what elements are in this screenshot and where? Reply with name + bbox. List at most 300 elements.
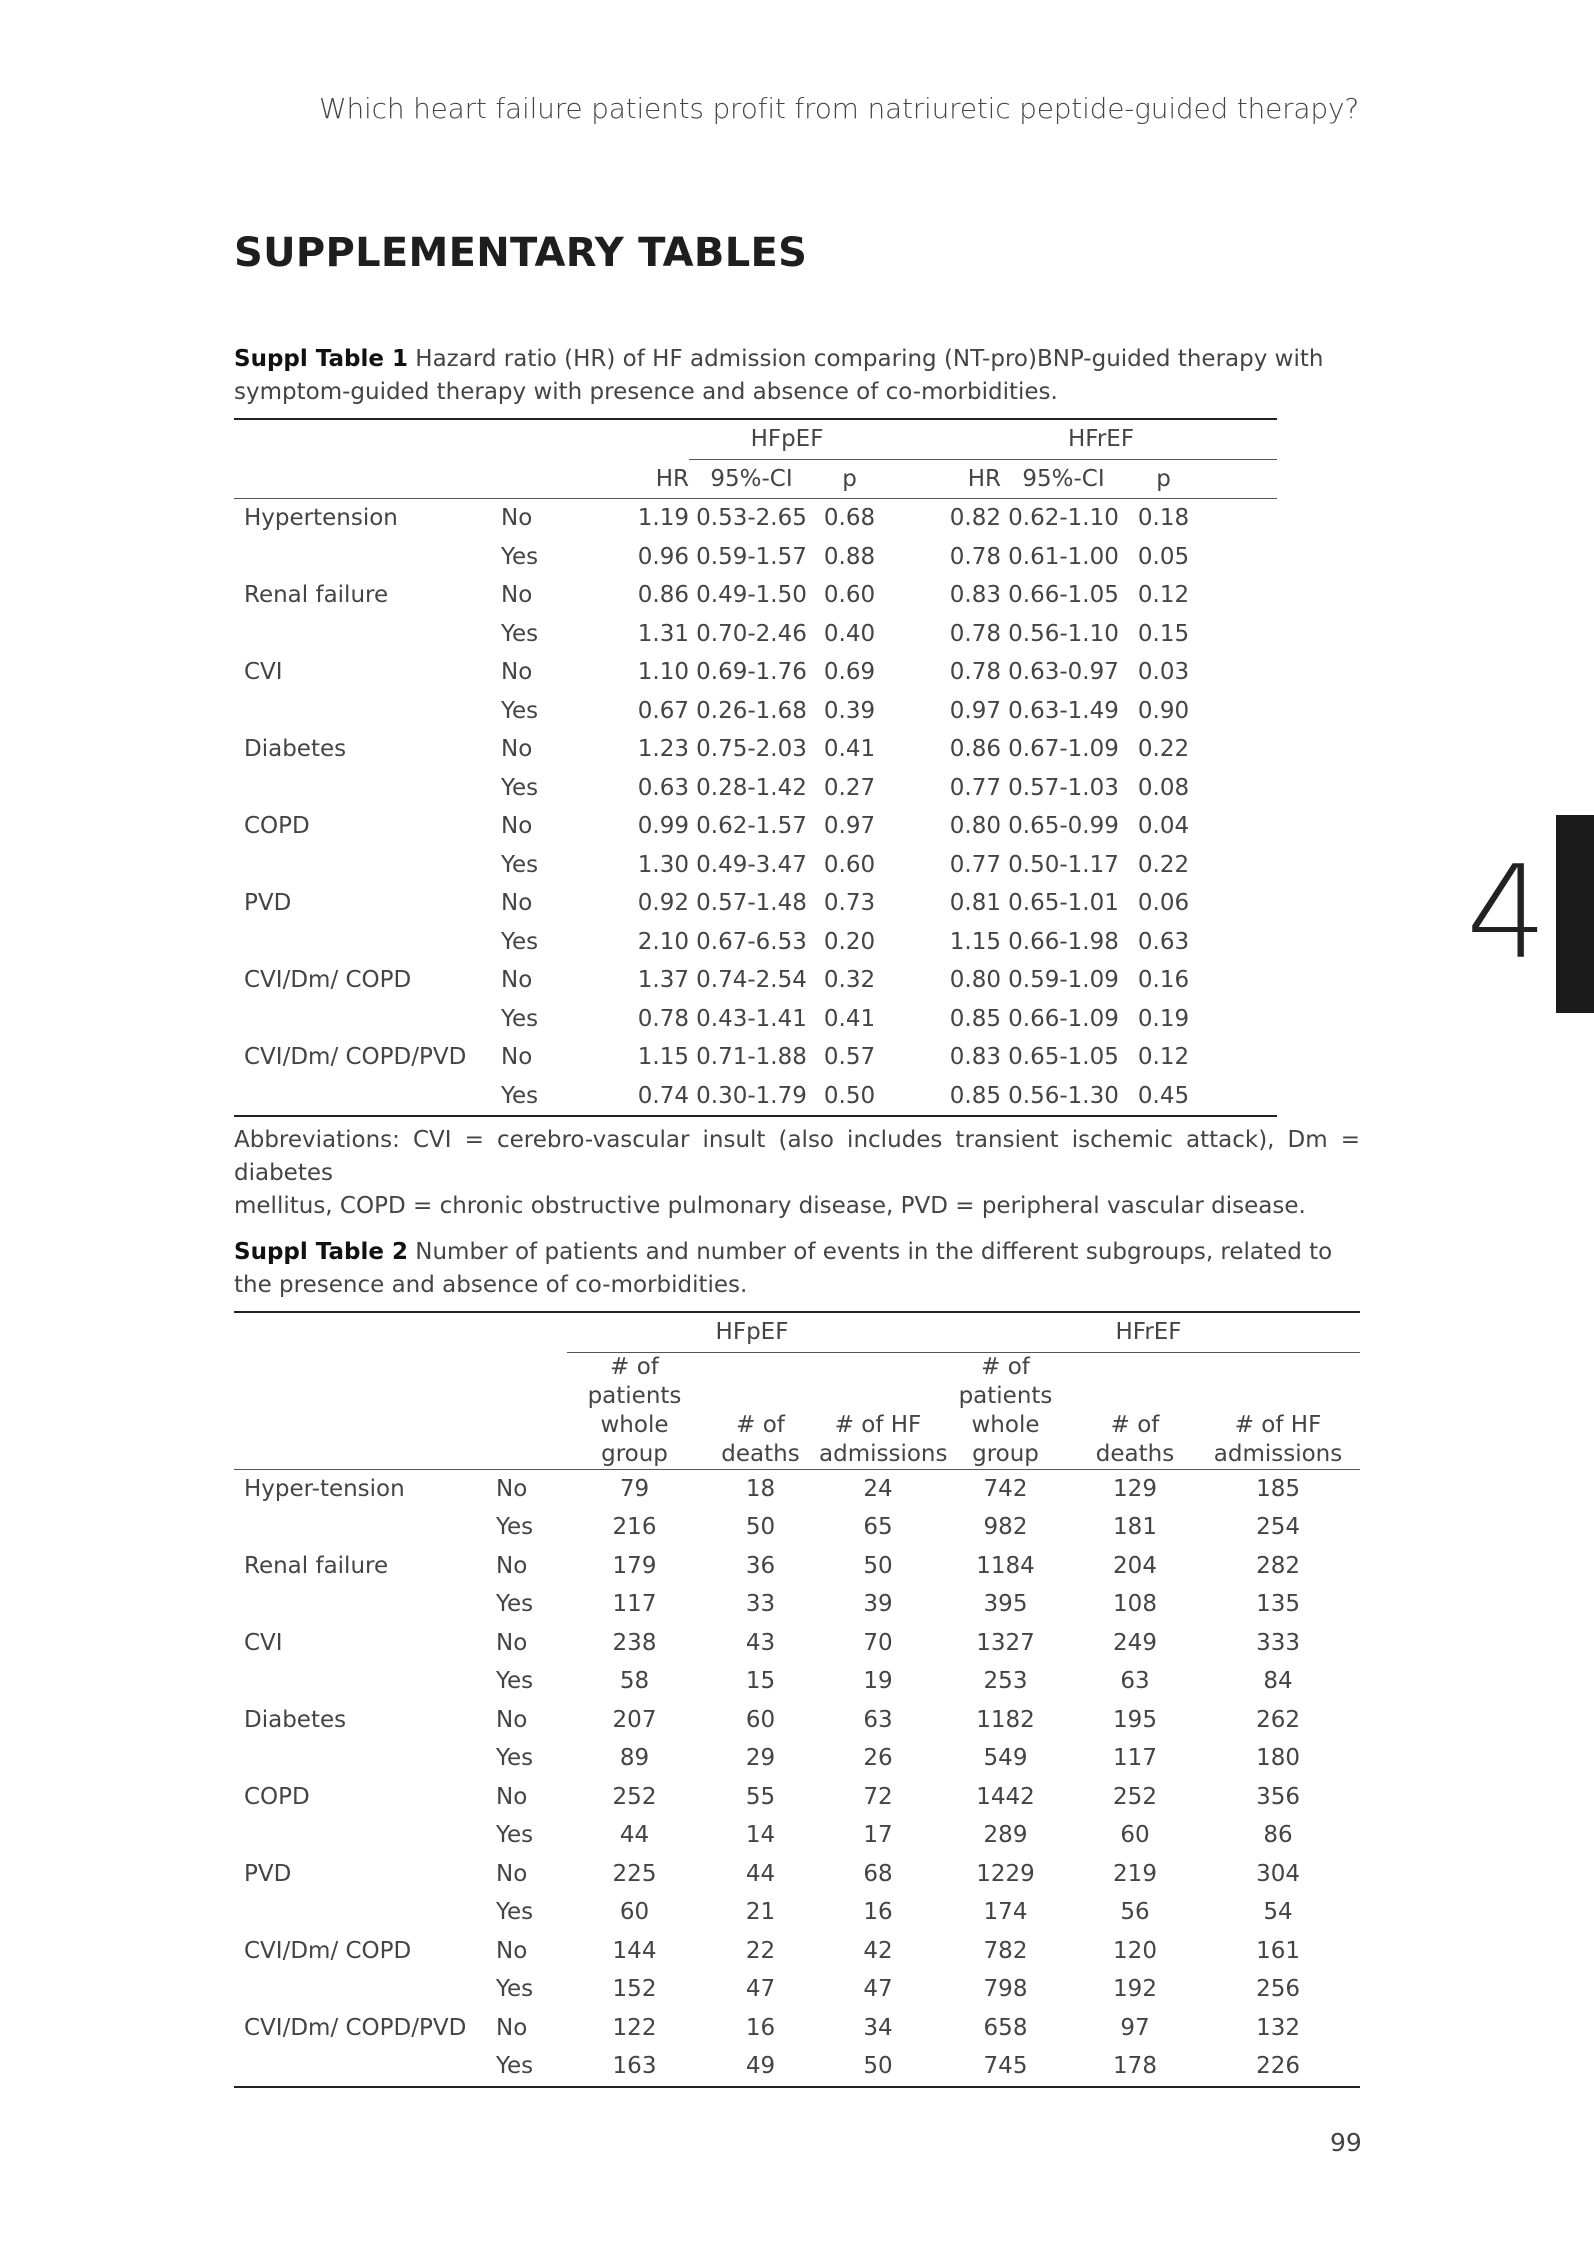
table-cell: 262 [1256,1706,1300,1733]
row-status: No [501,813,533,840]
table-cell: 0.41 [823,736,876,763]
table-cell: 216 [612,1514,657,1541]
table-row [234,1816,1360,1855]
table-cell: 1.30 [637,851,689,878]
table-cell: 179 [612,1552,657,1579]
table-row [234,1585,1360,1624]
table-row [234,1547,1360,1586]
table-cell-spacer [1201,615,1277,654]
table-cell: 0.63 [637,774,689,801]
table-cell: 0.32 [823,967,876,994]
table-cell: 1.15 [949,928,1002,955]
row-label [234,1970,486,2009]
table-cell: 0.78 [949,659,1002,686]
table1 [234,418,1277,1117]
table-cell: 0.68 [823,505,876,532]
table-cell: 304 [1256,1860,1300,1887]
row-status: No [501,967,533,994]
table-cell-spacer [1201,884,1277,923]
table-cell: 745 [937,2047,1074,2087]
table-row [234,692,1277,731]
table1-col-header: 95%-CI [710,465,793,492]
table-row [234,1469,1360,1508]
table-cell: 0.60 [823,851,876,878]
table-cell: 0.12 [1137,1044,1190,1071]
table-row [234,807,1277,846]
row-status: Yes [496,1745,534,1772]
table-cell: 226 [1196,2047,1360,2087]
table-cell: 0.05 [1137,543,1190,570]
table-cell: 42 [863,1937,893,1964]
table-cell: 0.04 [1137,813,1190,840]
row-label [234,1000,491,1039]
table-cell: 50 [819,2047,937,2087]
table1-group-header: HFpEF [689,419,885,459]
table-cell: 0.39 [823,697,876,724]
row-label [234,692,491,731]
table-cell-spacer [1201,499,1277,538]
row-label: PVD [244,890,292,917]
table-cell: 0.67 [637,697,689,724]
col-header-line: # of patients [587,1353,682,1409]
table-cell: 0.03 [1137,659,1190,686]
table-cell: 60 [619,1899,650,1926]
table-row [234,846,1277,885]
running-title: Which heart failure patients profit from natriuretic peptide-guided therapy? [319,92,1359,125]
table-cell: 16 [863,1899,893,1926]
col-header-line: admissions [1213,1440,1343,1467]
row-label [234,769,491,808]
table-cell: 256 [1256,1976,1300,2003]
table-cell: 97 [1120,2014,1150,2041]
row-status: Yes [496,1899,534,1926]
table-cell: 0.81 [949,890,1002,917]
table-cell: 742 [983,1475,1028,1502]
table-cell-spacer [1201,692,1277,731]
table-cell: 192 [1113,1976,1157,2003]
table-cell: 658 [983,2014,1028,2041]
table-cell: 174 [983,1899,1028,1926]
table-cell: 395 [983,1591,1028,1618]
table-cell: 0.92 [637,890,689,917]
col-header-line: deaths [1095,1440,1175,1467]
row-status: No [496,1475,528,1502]
table-cell: 0.22 [1137,736,1190,763]
table-cell: 254 [1256,1514,1300,1541]
row-status: No [496,1552,528,1579]
table-cell: 0.69 [823,659,876,686]
table-cell: 0.66-1.05 [1008,582,1119,609]
table-cell: 0.50-1.17 [1008,851,1119,878]
table-cell: 0.41 [823,1005,876,1032]
table-cell: 0.53-2.65 [696,505,807,532]
table-cell: 0.77 [949,851,1002,878]
table-cell: 0.63-1.49 [1008,697,1119,724]
row-status: Yes [491,1077,576,1117]
row-label [234,1508,486,1547]
table-cell: 65 [863,1514,893,1541]
abbreviations-line: Abbreviations: CVI = cerebro-vascular insult (also includes transient ischemic attack), Dm = diabetes [234,1127,1360,1186]
table-cell: 0.30-1.79 [689,1077,814,1117]
table2-col-header [819,1352,948,1469]
row-label [234,615,491,654]
table-cell: 0.69-1.76 [696,659,807,686]
table-cell-spacer [1201,923,1277,962]
table-row [234,653,1277,692]
table-row [234,1970,1360,2009]
row-status: Yes [496,1976,534,2003]
table-row [234,499,1277,538]
table-cell: 0.57 [823,1044,876,1071]
row-label: Diabetes [244,736,347,763]
table-cell: 219 [1113,1860,1157,1887]
table-cell: 0.85 [885,1077,1001,1117]
table-cell: 0.97 [823,813,876,840]
table-row [234,961,1277,1000]
table-row [234,538,1277,577]
table-cell: 120 [1113,1937,1157,1964]
table-cell: 238 [612,1629,657,1656]
table-cell: 0.59-1.57 [696,543,807,570]
table-cell: 14 [745,1822,776,1849]
table-cell: 44 [745,1860,776,1887]
table1-caption-label: Suppl Table 1 [234,346,408,372]
table-row [234,1508,1360,1547]
table-cell: 84 [1263,1668,1293,1695]
table-cell-spacer [1201,1000,1277,1039]
row-status: No [501,890,533,917]
table-cell: 49 [702,2047,819,2087]
table-cell: 0.49-3.47 [696,851,807,878]
table-cell: 39 [863,1591,893,1618]
row-label: COPD [244,1783,310,1810]
table-row [234,923,1277,962]
table-cell-spacer [1201,1077,1277,1117]
table-cell: 0.66-1.98 [1008,928,1119,955]
row-label [234,1077,491,1117]
col-header-line: # of [736,1411,785,1438]
table-row [234,730,1277,769]
table-cell: 252 [612,1783,657,1810]
row-label: CVI/Dm/ COPD [244,1937,412,1964]
row-status: Yes [486,2047,567,2087]
table-cell: 0.83 [949,582,1002,609]
row-status: No [496,1783,528,1810]
row-label [234,846,491,885]
table2-caption-text: Number of patients and number of events in the different subgroups, related to the presence and absence of co-morbidities. [234,1239,1333,1298]
table-row [234,1077,1277,1117]
table-cell: 0.74-2.54 [696,967,807,994]
table-cell: 1.37 [637,967,689,994]
table-cell: 0.74 [576,1077,689,1117]
col-header-line: whole group [600,1411,669,1467]
table-cell: 1442 [976,1783,1035,1810]
table-cell: 0.28-1.42 [696,774,807,801]
table-cell: 0.78 [949,620,1002,647]
abbreviations-line: mellitus, COPD = chronic obstructive pulmonary disease, PVD = peripheral vascular disease. [234,1193,1306,1219]
table-cell: 181 [1113,1514,1157,1541]
table-cell: 195 [1113,1706,1157,1733]
table-cell: 0.49-1.50 [696,582,807,609]
row-label [234,1662,486,1701]
table-cell: 0.67-6.53 [696,928,807,955]
row-label [234,1893,486,1932]
row-status: Yes [501,851,539,878]
row-label: Hyper-tension [244,1475,405,1502]
table-cell: 1.19 [637,505,689,532]
table-cell: 79 [619,1475,650,1502]
table2-col-header [937,1352,1074,1469]
row-label: Diabetes [244,1706,347,1733]
table-cell: 26 [863,1745,893,1772]
table-cell-spacer [1201,807,1277,846]
table-cell: 0.75-2.03 [696,736,807,763]
table-cell: 0.65-1.01 [1008,890,1119,917]
table-cell: 21 [745,1899,776,1926]
row-label [234,1816,486,1855]
col-header-line: # of patients [958,1353,1053,1409]
table-cell-spacer [1201,769,1277,808]
table-cell: 0.77 [949,774,1002,801]
table-cell: 22 [745,1937,776,1964]
table-cell: 70 [863,1629,893,1656]
table-cell: 0.83 [949,1044,1002,1071]
table-cell: 0.56-1.10 [1008,620,1119,647]
table-cell: 1.15 [637,1044,689,1071]
row-label: CVI/Dm/ COPD/PVD [244,1044,467,1071]
table-cell: 89 [619,1745,650,1772]
row-label: CVI [244,1629,283,1656]
table-row [234,1932,1360,1971]
row-label [234,2047,486,2087]
table-cell: 0.65-1.05 [1008,1044,1119,1071]
row-status: Yes [501,774,539,801]
table-cell: 0.57-1.48 [696,890,807,917]
table-cell: 0.67-1.09 [1008,736,1119,763]
table-cell: 16 [745,2014,776,2041]
table-cell: 0.12 [1137,582,1190,609]
col-header-line: # of HF [834,1411,922,1438]
row-status: No [501,659,533,686]
row-label: CVI [244,659,283,686]
table-cell: 55 [745,1783,776,1810]
table-cell: 0.45 [1126,1077,1201,1117]
table-cell: 0.73 [823,890,876,917]
table-row [234,615,1277,654]
table-cell: 47 [863,1976,893,2003]
table-cell: 0.80 [949,967,1002,994]
row-label: Renal failure [244,582,389,609]
table2-column-header-row [234,1352,1360,1469]
table-cell: 1184 [976,1552,1035,1579]
page-number: 99 [1330,2128,1362,2157]
table-cell: 1.23 [637,736,689,763]
table-cell: 289 [983,1822,1028,1849]
table-cell: 58 [619,1668,650,1695]
table-cell: 108 [1113,1591,1157,1618]
table-cell: 24 [863,1475,893,1502]
table2 [234,1311,1360,2088]
table1-group-header-row [234,419,1277,459]
table-cell-spacer [1201,653,1277,692]
table-cell: 29 [745,1745,776,1772]
table-cell: 18 [745,1475,776,1502]
row-status: Yes [501,543,539,570]
table-row [234,1701,1360,1740]
table-cell: 163 [567,2047,702,2087]
table-cell: 19 [863,1668,893,1695]
table-cell: 54 [1263,1899,1293,1926]
table-cell: 0.20 [823,928,876,955]
row-label: COPD [244,813,310,840]
table-cell: 135 [1256,1591,1300,1618]
row-status: No [496,1706,528,1733]
table1-caption [234,343,1360,409]
row-status: No [501,1044,533,1071]
chapter-tab-marker [1556,815,1594,1013]
table-cell: 86 [1263,1822,1293,1849]
table-cell: 50 [745,1514,776,1541]
table-row [234,1855,1360,1894]
table-cell: 1.31 [637,620,689,647]
row-status: No [496,2014,528,2041]
table-cell: 0.78 [637,1005,689,1032]
row-status: No [501,505,533,532]
table-cell: 0.88 [823,543,876,570]
table-row [234,884,1277,923]
table-cell-spacer [1201,1038,1277,1077]
table-cell: 60 [1120,1822,1150,1849]
row-label: Hypertension [244,505,398,532]
table-cell: 0.63 [1137,928,1190,955]
table-cell: 0.63-0.97 [1008,659,1119,686]
table-cell: 68 [863,1860,893,1887]
row-label: CVI/Dm/ COPD/PVD [244,2014,467,2041]
row-label [234,1739,486,1778]
table-cell: 50 [863,1552,893,1579]
table2-caption-label: Suppl Table 2 [234,1239,408,1265]
table-cell: 56 [1120,1899,1150,1926]
table-cell-spacer [1201,730,1277,769]
table-cell: 72 [863,1783,893,1810]
table-cell: 144 [612,1937,657,1964]
table-cell: 0.56-1.30 [1001,1077,1126,1117]
table-cell: 225 [612,1860,657,1887]
table-cell: 0.08 [1137,774,1190,801]
table-cell: 0.16 [1137,967,1190,994]
col-header-line: deaths [721,1440,800,1467]
table-row [234,2047,1360,2087]
table-cell: 33 [745,1591,776,1618]
chapter-number: 4 [1466,839,1548,988]
table-cell: 17 [863,1822,893,1849]
table2-caption [234,1236,1360,1302]
table-cell-spacer [1201,538,1277,577]
table-row [234,1893,1360,1932]
table-cell: 356 [1256,1783,1300,1810]
col-header-line: admissions [819,1440,948,1467]
table-cell: 253 [983,1668,1028,1695]
section-title: SUPPLEMENTARY TABLES [234,230,808,276]
table-cell: 0.40 [823,620,876,647]
table-cell: 207 [612,1706,657,1733]
table1-abbreviations [234,1124,1360,1223]
table-cell: 0.82 [949,505,1002,532]
table-cell: 1182 [976,1706,1035,1733]
table-cell: 549 [983,1745,1028,1772]
table2-col-header [567,1352,702,1469]
table-cell: 129 [1113,1475,1157,1502]
table-cell: 0.96 [637,543,689,570]
table-cell: 0.62-1.10 [1008,505,1119,532]
table-cell: 0.06 [1137,890,1190,917]
table-cell: 161 [1256,1937,1300,1964]
table-cell: 0.61-1.00 [1008,543,1119,570]
table-cell: 0.66-1.09 [1008,1005,1119,1032]
table-cell: 0.50 [814,1077,885,1117]
table-cell: 0.15 [1137,620,1190,647]
table1-caption-text: Hazard ratio (HR) of HF admission comparing (NT-pro)BNP-guided therapy with symptom-guided therapy with presence and absence of co-morbidities. [234,346,1324,405]
table2-col-header [1196,1352,1360,1469]
table1-col-header: 95%-CI [1022,465,1105,492]
table-cell: 0.43-1.41 [696,1005,807,1032]
table-cell: 0.62-1.57 [696,813,807,840]
table-cell: 0.26-1.68 [696,697,807,724]
table-row [234,769,1277,808]
table-cell: 0.86 [637,582,689,609]
table-cell: 152 [612,1976,657,2003]
row-label: Renal failure [244,1552,389,1579]
table-cell: 15 [745,1668,776,1695]
table-cell: 282 [1256,1552,1300,1579]
row-status: No [501,582,533,609]
table-cell-spacer [1201,846,1277,885]
table2-col-header [1074,1352,1196,1469]
row-status: Yes [496,1514,534,1541]
row-label [234,1585,486,1624]
table-cell: 132 [1256,2014,1300,2041]
table-cell: 47 [745,1976,776,2003]
table-cell: 982 [983,1514,1028,1541]
table-cell: 0.65-0.99 [1008,813,1119,840]
table-cell-spacer [1201,961,1277,1000]
table1-column-header-row [234,459,1277,499]
table-cell: 0.99 [637,813,689,840]
table-cell: 117 [612,1591,657,1618]
table-cell: 798 [983,1976,1028,2003]
col-header-line: whole group [971,1411,1040,1467]
table-row [234,1778,1360,1817]
table-cell: 0.59-1.09 [1008,967,1119,994]
table-cell: 1327 [976,1629,1035,1656]
table2-group-header: HFpEF [567,1312,937,1352]
row-status: Yes [496,1591,534,1618]
table-cell: 0.80 [949,813,1002,840]
table-cell: 0.90 [1137,697,1190,724]
table-cell: 0.78 [949,543,1002,570]
table-cell: 1229 [976,1860,1035,1887]
row-label [234,923,491,962]
table-cell: 60 [745,1706,776,1733]
table1-col-header: p [842,465,857,492]
table-row [234,576,1277,615]
table-cell: 122 [612,2014,657,2041]
row-status: Yes [496,1822,534,1849]
col-header-line: # of [1110,1411,1160,1438]
table1-col-header: HR [655,465,689,492]
col-header-line: # of HF [1234,1411,1322,1438]
row-status: No [496,1629,528,1656]
